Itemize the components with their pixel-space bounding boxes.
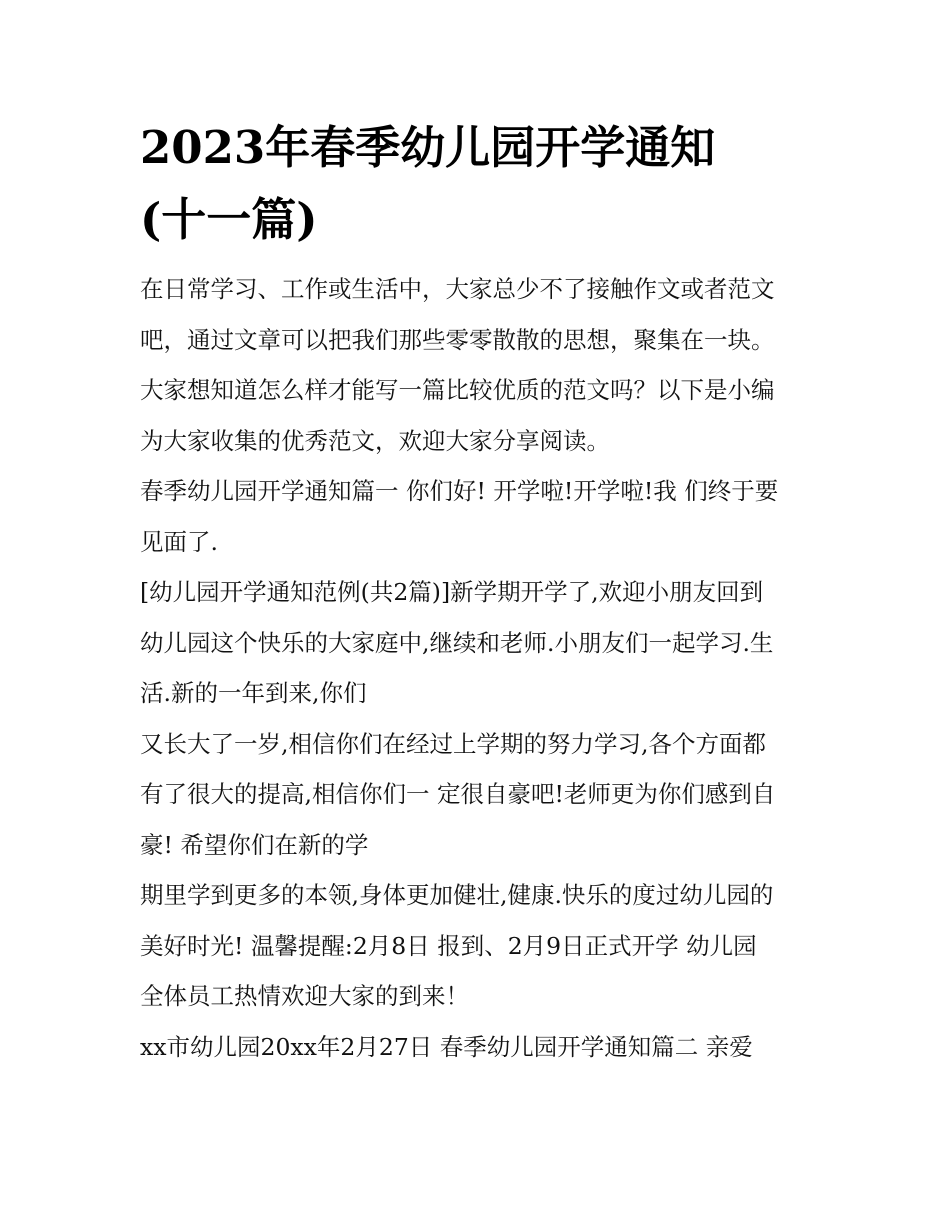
notice-paragraph-1 <box>140 466 820 567</box>
notice-paragraph-4 <box>140 870 820 1022</box>
document-title <box>140 112 820 256</box>
notice-paragraph-2 <box>140 567 820 719</box>
text-line: 大家想知道怎么样才能写一篇比较优质的范文吗？以下是小编 <box>140 376 775 404</box>
text-line: 吧，通过文章可以把我们那些零零散散的思想，聚集在一块。 <box>140 325 775 354</box>
text-line: 见面了. <box>140 527 218 556</box>
intro-paragraph <box>140 264 820 466</box>
notice-paragraph-3 <box>140 719 820 871</box>
text-line: 春季幼儿园开学通知篇一 你们好! 开学啦!开学啦!我 们终于要 <box>140 477 779 505</box>
text-line: 全体员工热情欢迎大家的到来！ <box>140 982 469 1010</box>
notice-paragraph-5 <box>140 1022 820 1073</box>
document-body <box>140 112 820 1072</box>
text-line: xx市幼儿园20xx年2月27日 春季幼儿园开学通知篇二 亲爱 <box>140 1032 753 1061</box>
title-line: (十一篇) <box>140 193 318 246</box>
text-line: [幼儿园开学通知范例(共2篇)]新学期开学了,欢迎小朋友回到 <box>140 578 764 606</box>
text-line: 有了很大的提高,相信你们一 定很自豪吧!老师更为你们感到自 <box>140 780 776 808</box>
text-line: 为大家收集的优秀范文，欢迎大家分享阅读。 <box>140 426 610 455</box>
text-line: 美好时光! 温馨提醒:2月8日 报到、2月9日正式开学 幼儿园 <box>140 931 757 960</box>
title-line: 2023年春季幼儿园开学通知 <box>140 121 716 174</box>
text-line: 又长大了一岁,相信你们在经过上学期的努力学习,各个方面都 <box>140 729 766 758</box>
text-line: 活.新的一年到来,你们 <box>140 679 367 707</box>
text-line: 幼儿园这个快乐的大家庭中,继续和老师.小朋友们一起学习.生 <box>140 628 774 657</box>
text-line: 在日常学习、工作或生活中，大家总少不了接触作文或者范文 <box>140 275 775 303</box>
text-line: 期里学到更多的本领,身体更加健壮,健康.快乐的度过幼儿园的 <box>140 881 774 909</box>
text-line: 豪! 希望你们在新的学 <box>140 830 369 859</box>
